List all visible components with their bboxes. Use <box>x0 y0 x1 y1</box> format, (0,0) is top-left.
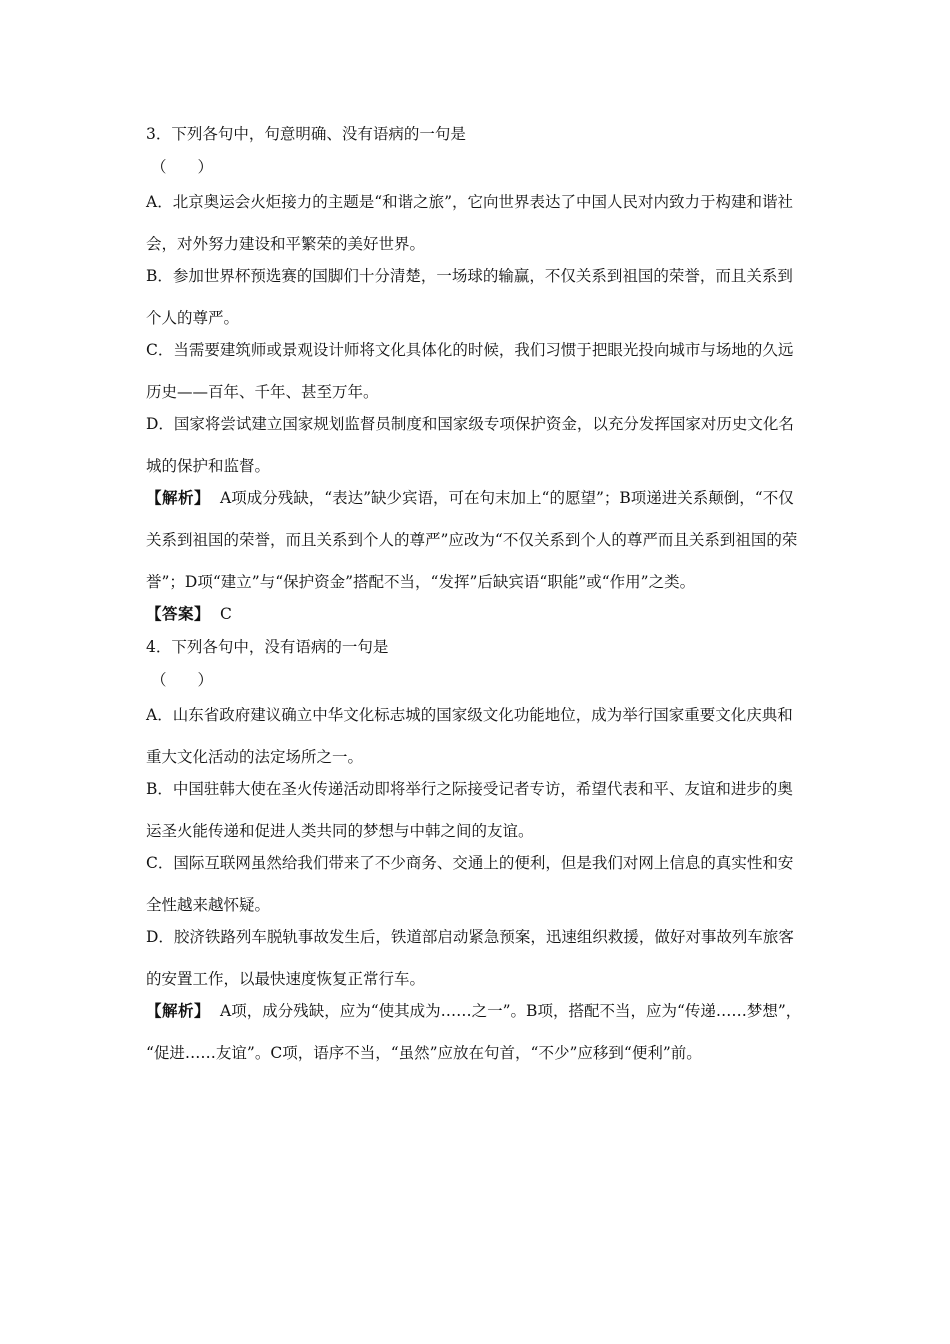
analysis-label: 【解析】 <box>146 488 211 507</box>
answer-label: 【答案】 <box>146 604 211 623</box>
analysis-paragraph <box>146 990 808 1074</box>
question-3 <box>146 124 808 625</box>
question-stem: 3．下列各句中，句意明确、没有语病的一句是 <box>146 125 466 143</box>
option-c: C．国际互联网虽然给我们带来了不少商务、交通上的便利，但是我们对网上信息的真实性和安全性越来越怀疑。 <box>146 854 794 914</box>
option-b: B．中国驻韩大使在圣火传递活动即将举行之际接受记者专访，希望代表和平、友谊和进步的奥运圣火能传递和促进人类共同的梦想与中韩之间的友谊。 <box>146 780 793 840</box>
analysis-paragraph <box>146 477 808 603</box>
analysis-text: A项，成分残缺，应为“使其成为……之一”。B项，搭配不当，应为“传递……梦想”， “促进……友谊”。C项，语序不当，“虽然”应放在句首，“不少”应移到“便利”前。 <box>146 1002 802 1062</box>
option-c: C．当需要建筑师或景观设计师将文化具体化的时候，我们习惯于把眼光投向城市与场地的久远历史——百年、千年、甚至万年。 <box>146 341 794 401</box>
answer-paragraph <box>146 603 808 625</box>
question-4 <box>146 637 808 1074</box>
option-b: B．参加世界杯预选赛的国脚们十分清楚，一场球的输赢，不仅关系到祖国的荣誉，而且关系到个人的尊严。 <box>146 267 793 327</box>
option-a: A．北京奥运会火炬接力的主题是“和谐之旅”，它向世界表达了中国人民对内致力于构建和谐社会，对外努力建设和平繁荣的美好世界。 <box>146 193 794 253</box>
analysis-text: A项成分残缺，“表达”缺少宾语，可在句末加上“的愿望”；B项递进关系颠倒，“不仅关系到祖国的荣誉，而且关系到个人的尊严”应改为“不仅关系到个人的尊严而且关系到祖国的荣誉”；D项“建立”与“保护资金”搭配不当，“发挥”后缺宾语“职能”或“作用”之类。 <box>146 489 798 591</box>
question-stem: 4．下列各句中，没有语病的一句是 <box>146 638 389 656</box>
answer-value: C <box>220 605 232 623</box>
option-d: D．国家将尝试建立国家规划监督员制度和国家级专项保护资金，以充分发挥国家对历史文化名城的保护和监督。 <box>146 415 794 475</box>
document-page <box>146 124 808 1072</box>
analysis-label: 【解析】 <box>146 1001 211 1020</box>
answer-blank: （ ） <box>151 158 214 176</box>
option-a: A．山东省政府建议确立中华文化标志城的国家级文化功能地位，成为举行国家重要文化庆典和重大文化活动的法定场所之一。 <box>146 706 793 766</box>
option-d: D．胶济铁路列车脱轨事故发生后，铁道部启动紧急预案，迅速组织救援，做好对事故列车旅客的安置工作，以最快速度恢复正常行车。 <box>146 928 794 988</box>
answer-blank: （ ） <box>151 671 214 689</box>
